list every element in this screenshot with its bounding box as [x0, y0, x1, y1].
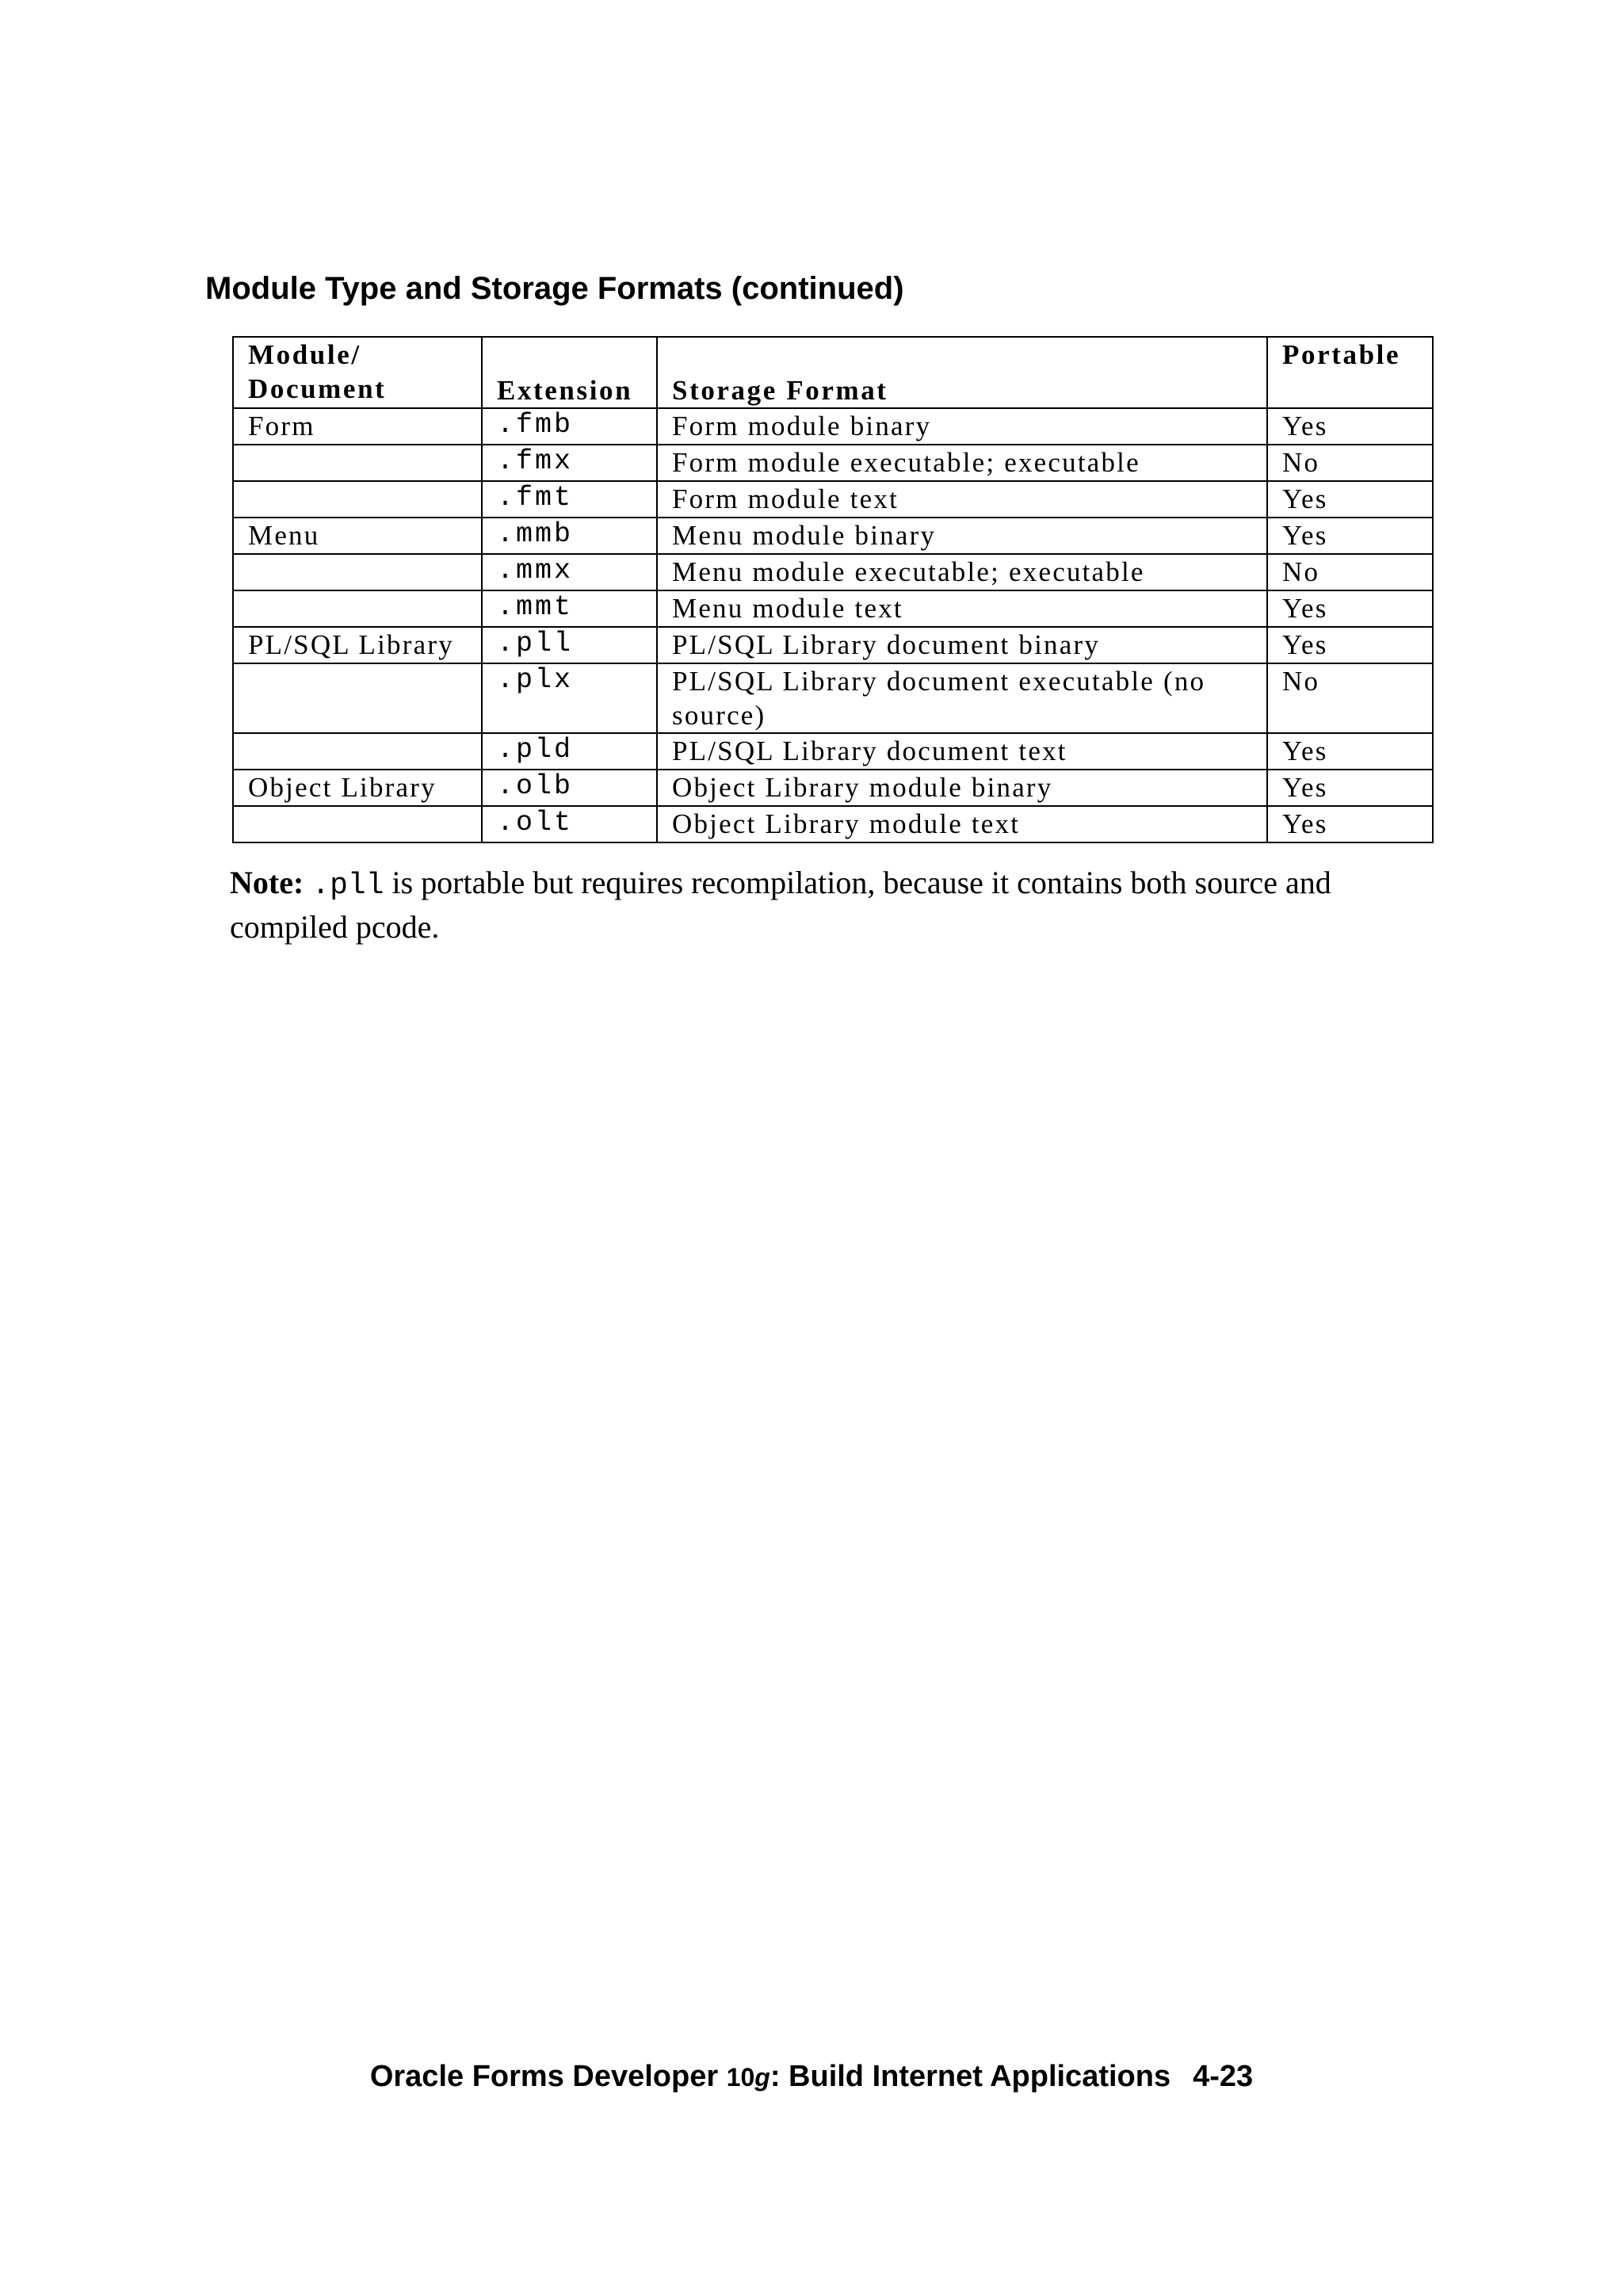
table-row — [233, 408, 1433, 445]
cell-portable: Yes — [1267, 481, 1433, 518]
cell-portable: Yes — [1267, 733, 1433, 770]
cell-module — [233, 733, 482, 770]
cell-portable: No — [1267, 663, 1433, 733]
table-row — [233, 554, 1433, 590]
cell-portable: No — [1267, 554, 1433, 590]
cell-portable: Yes — [1267, 627, 1433, 663]
note-paragraph — [230, 862, 1442, 948]
cell-extension: .mmt — [482, 590, 657, 627]
cell-portable: Yes — [1267, 590, 1433, 627]
cell-extension: .pll — [482, 627, 657, 663]
cell-extension: .mmb — [482, 518, 657, 554]
table-row — [233, 627, 1433, 663]
header-module-line2: Document — [248, 373, 387, 404]
header-extension: Extension — [482, 337, 657, 408]
header-module-document — [233, 337, 482, 408]
cell-module: PL/SQL Library — [233, 627, 482, 663]
cell-storage-format: Form module binary — [657, 408, 1267, 445]
cell-storage-format: Form module executable; executable — [657, 445, 1267, 481]
cell-module: Object Library — [233, 770, 482, 806]
cell-storage-format: PL/SQL Library document binary — [657, 627, 1267, 663]
cell-extension: .olb — [482, 770, 657, 806]
table-row — [233, 590, 1433, 627]
table-row — [233, 518, 1433, 554]
page-number: 4-23 — [1193, 2060, 1254, 2093]
footer-suffix: : Build Internet Applications — [769, 2060, 1171, 2093]
note-text: is portable but requires recompilation, because it contains both source and compiled pcode. — [230, 865, 1331, 945]
cell-extension: .olt — [482, 806, 657, 842]
cell-extension: .pld — [482, 733, 657, 770]
note-label: Note: — [230, 865, 304, 900]
table-row — [233, 663, 1433, 733]
page-title: Module Type and Storage Formats (continued) — [205, 271, 904, 306]
header-storage-format: Storage Format — [657, 337, 1267, 408]
cell-storage-format: Object Library module text — [657, 806, 1267, 842]
cell-module — [233, 481, 482, 518]
table-row — [233, 806, 1433, 842]
header-portable: Portable — [1267, 337, 1433, 408]
cell-storage-format: PL/SQL Library document text — [657, 733, 1267, 770]
cell-extension: .fmx — [482, 445, 657, 481]
footer-version-letter: g — [754, 2063, 770, 2092]
cell-portable: Yes — [1267, 408, 1433, 445]
cell-module: Form — [233, 408, 482, 445]
cell-storage-format: Menu module text — [657, 590, 1267, 627]
page-footer — [0, 2057, 1623, 2096]
table-row — [233, 770, 1433, 806]
cell-module — [233, 554, 482, 590]
cell-extension: .plx — [482, 663, 657, 733]
cell-module: Menu — [233, 518, 482, 554]
cell-portable: Yes — [1267, 518, 1433, 554]
cell-storage-format: Object Library module binary — [657, 770, 1267, 806]
table-row — [233, 445, 1433, 481]
cell-storage-format: PL/SQL Library document executable (no source) — [657, 663, 1267, 733]
table-row — [233, 481, 1433, 518]
cell-extension: .fmt — [482, 481, 657, 518]
table-row — [233, 733, 1433, 770]
cell-module — [233, 590, 482, 627]
cell-module — [233, 445, 482, 481]
cell-portable: Yes — [1267, 806, 1433, 842]
cell-extension: .fmb — [482, 408, 657, 445]
storage-formats-table — [232, 336, 1434, 843]
header-module-line1: Module/ — [248, 339, 361, 370]
table-header-row — [233, 337, 1433, 408]
cell-storage-format: Form module text — [657, 481, 1267, 518]
cell-portable: No — [1267, 445, 1433, 481]
cell-storage-format: Menu module executable; executable — [657, 554, 1267, 590]
footer-prefix: Oracle Forms Developer — [369, 2060, 727, 2093]
cell-storage-format: Menu module binary — [657, 518, 1267, 554]
footer-version-number: 10 — [726, 2063, 755, 2092]
cell-portable: Yes — [1267, 770, 1433, 806]
cell-module — [233, 806, 482, 842]
cell-module — [233, 663, 482, 733]
cell-extension: .mmx — [482, 554, 657, 590]
note-code: .pll — [311, 869, 384, 903]
